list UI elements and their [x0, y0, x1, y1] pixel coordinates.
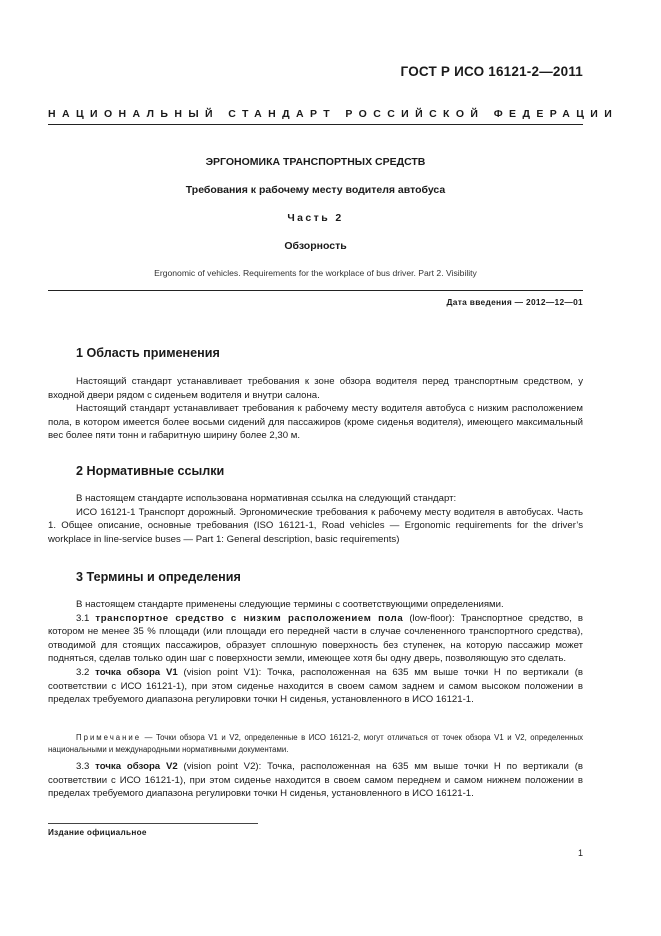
edition-label: Издание официальное [48, 828, 147, 837]
section-2-body [48, 492, 583, 546]
section-1-paragraph-2: Настоящий стандарт устанавливает требования к рабочему месту водителя автобуса с низким расположением пола, в котором имеется более восьми сидений для пассажиров (кроме сиденья водителя), имеющего максимальный вес более пяти тонн и габаритную ширину более 2,30 м. [48, 403, 583, 442]
topic-title: Обзорность [284, 240, 347, 252]
footer-rule [48, 823, 258, 824]
part-label: Часть 2 [287, 212, 344, 224]
section-3-heading: 3 Термины и определения [76, 570, 241, 584]
term-3-2-definition: (vision point V1): Точка, расположенная на 635 мм выше точки H по вертикали (в соответствии с ИСО 16121-1), при этом сиденье находится в своем самом заднем и самом высоком положении в пределах требуемого диапазона регулировки точки H сиденья, установленного в ИСО 16121-1. [48, 666, 584, 706]
term-3-3-number: 3.3 [76, 761, 90, 772]
section-2-heading: 2 Нормативные ссылки [76, 464, 225, 478]
section-2-reference: ИСО 16121-1 Транспорт дорожный. Эргономические требования к рабочему месту водителя в автобусах. Часть 1. Общее описание, основные требования (ISO 16121-1, Road vehicles — Ergonomic requirements for the driver’s workplace in line-service buses — Part 1: General description, basic requirements) [48, 506, 583, 545]
note-block [48, 732, 583, 757]
note [48, 732, 583, 757]
note-body: — Точки обзора V1 и V2, определенные в ИСО 16121-2, могут отличаться от точек обзора V1 и V2, определенных национальными и международными нормативными документами. [48, 733, 583, 755]
top-rule [48, 124, 583, 125]
subtitle: Требования к рабочему месту водителя автобуса [185, 184, 446, 196]
national-standard-banner: НАЦИОНАЛЬНЫЙ СТАНДАРТ РОССИЙСКОЙ ФЕДЕРАЦИИ [48, 108, 619, 120]
term-3-1-number: 3.1 [76, 612, 90, 624]
term-3-2 [48, 666, 583, 707]
main-title: ЭРГОНОМИКА ТРАНСПОРТНЫХ СРЕДСТВ [205, 156, 426, 168]
page-number: 1 [577, 848, 583, 858]
section-2-paragraph-1: В настоящем стандарте использована нормативная ссылка на следующий стандарт: [76, 493, 457, 504]
term-3-1-definition: (low-floor): Транспортное средство, в котором не менее 35 % площади (или площади его передней части в случае сочлененного транспортного средства), отводимой для стоящих пассажиров, образует сплошную поверхность без ступенек, на которую пассажир может подняться, сделав только один шаг с поверхности земли, имеющее хотя бы одну дверь, позволяющую это сделать. [48, 612, 584, 665]
term-3-3-definition: (vision point V2): Точка, расположенная на 635 мм выше точки H по вертикали (в соответствии с ИСО 16121-1), при этом сиденье находится в своем самом переднем и самом нижнем положении в пределах требуемого диапазона регулировки точки H сиденья, установленного в ИСО 16121-1. [48, 761, 584, 800]
section-1-paragraph-1: Настоящий стандарт устанавливает требования к зоне обзора водителя перед транспортным средством, у входной двери рядом с сиденьем водителя и внутри салона. [48, 376, 583, 401]
term-3-1-term: транспортное средство с низким расположением пола [95, 612, 404, 624]
section-3-intro: В настоящем стандарте применены следующие термины с соответствующими определениями. [76, 599, 504, 610]
intro-date: Дата введения — 2012—12—01 [446, 297, 583, 307]
title-rule [48, 290, 583, 291]
section-3-body-continued [48, 760, 583, 801]
section-1-heading: 1 Область применения [76, 346, 220, 360]
term-3-1 [48, 612, 583, 666]
section-1-body [48, 375, 583, 443]
english-title: Ergonomic of vehicles. Requirements for the workplace of bus driver. Part 2. Visibility [154, 268, 477, 278]
document-code: ГОСТ Р ИСО 16121-2—2011 [400, 64, 583, 79]
term-3-2-number: 3.2 [76, 666, 90, 678]
term-3-2-term: точка обзора V1 [95, 666, 178, 678]
term-3-3-term: точка обзора V2 [95, 761, 178, 772]
term-3-3 [48, 760, 583, 801]
note-label: Примечание [76, 733, 142, 742]
section-3-body [48, 598, 583, 707]
